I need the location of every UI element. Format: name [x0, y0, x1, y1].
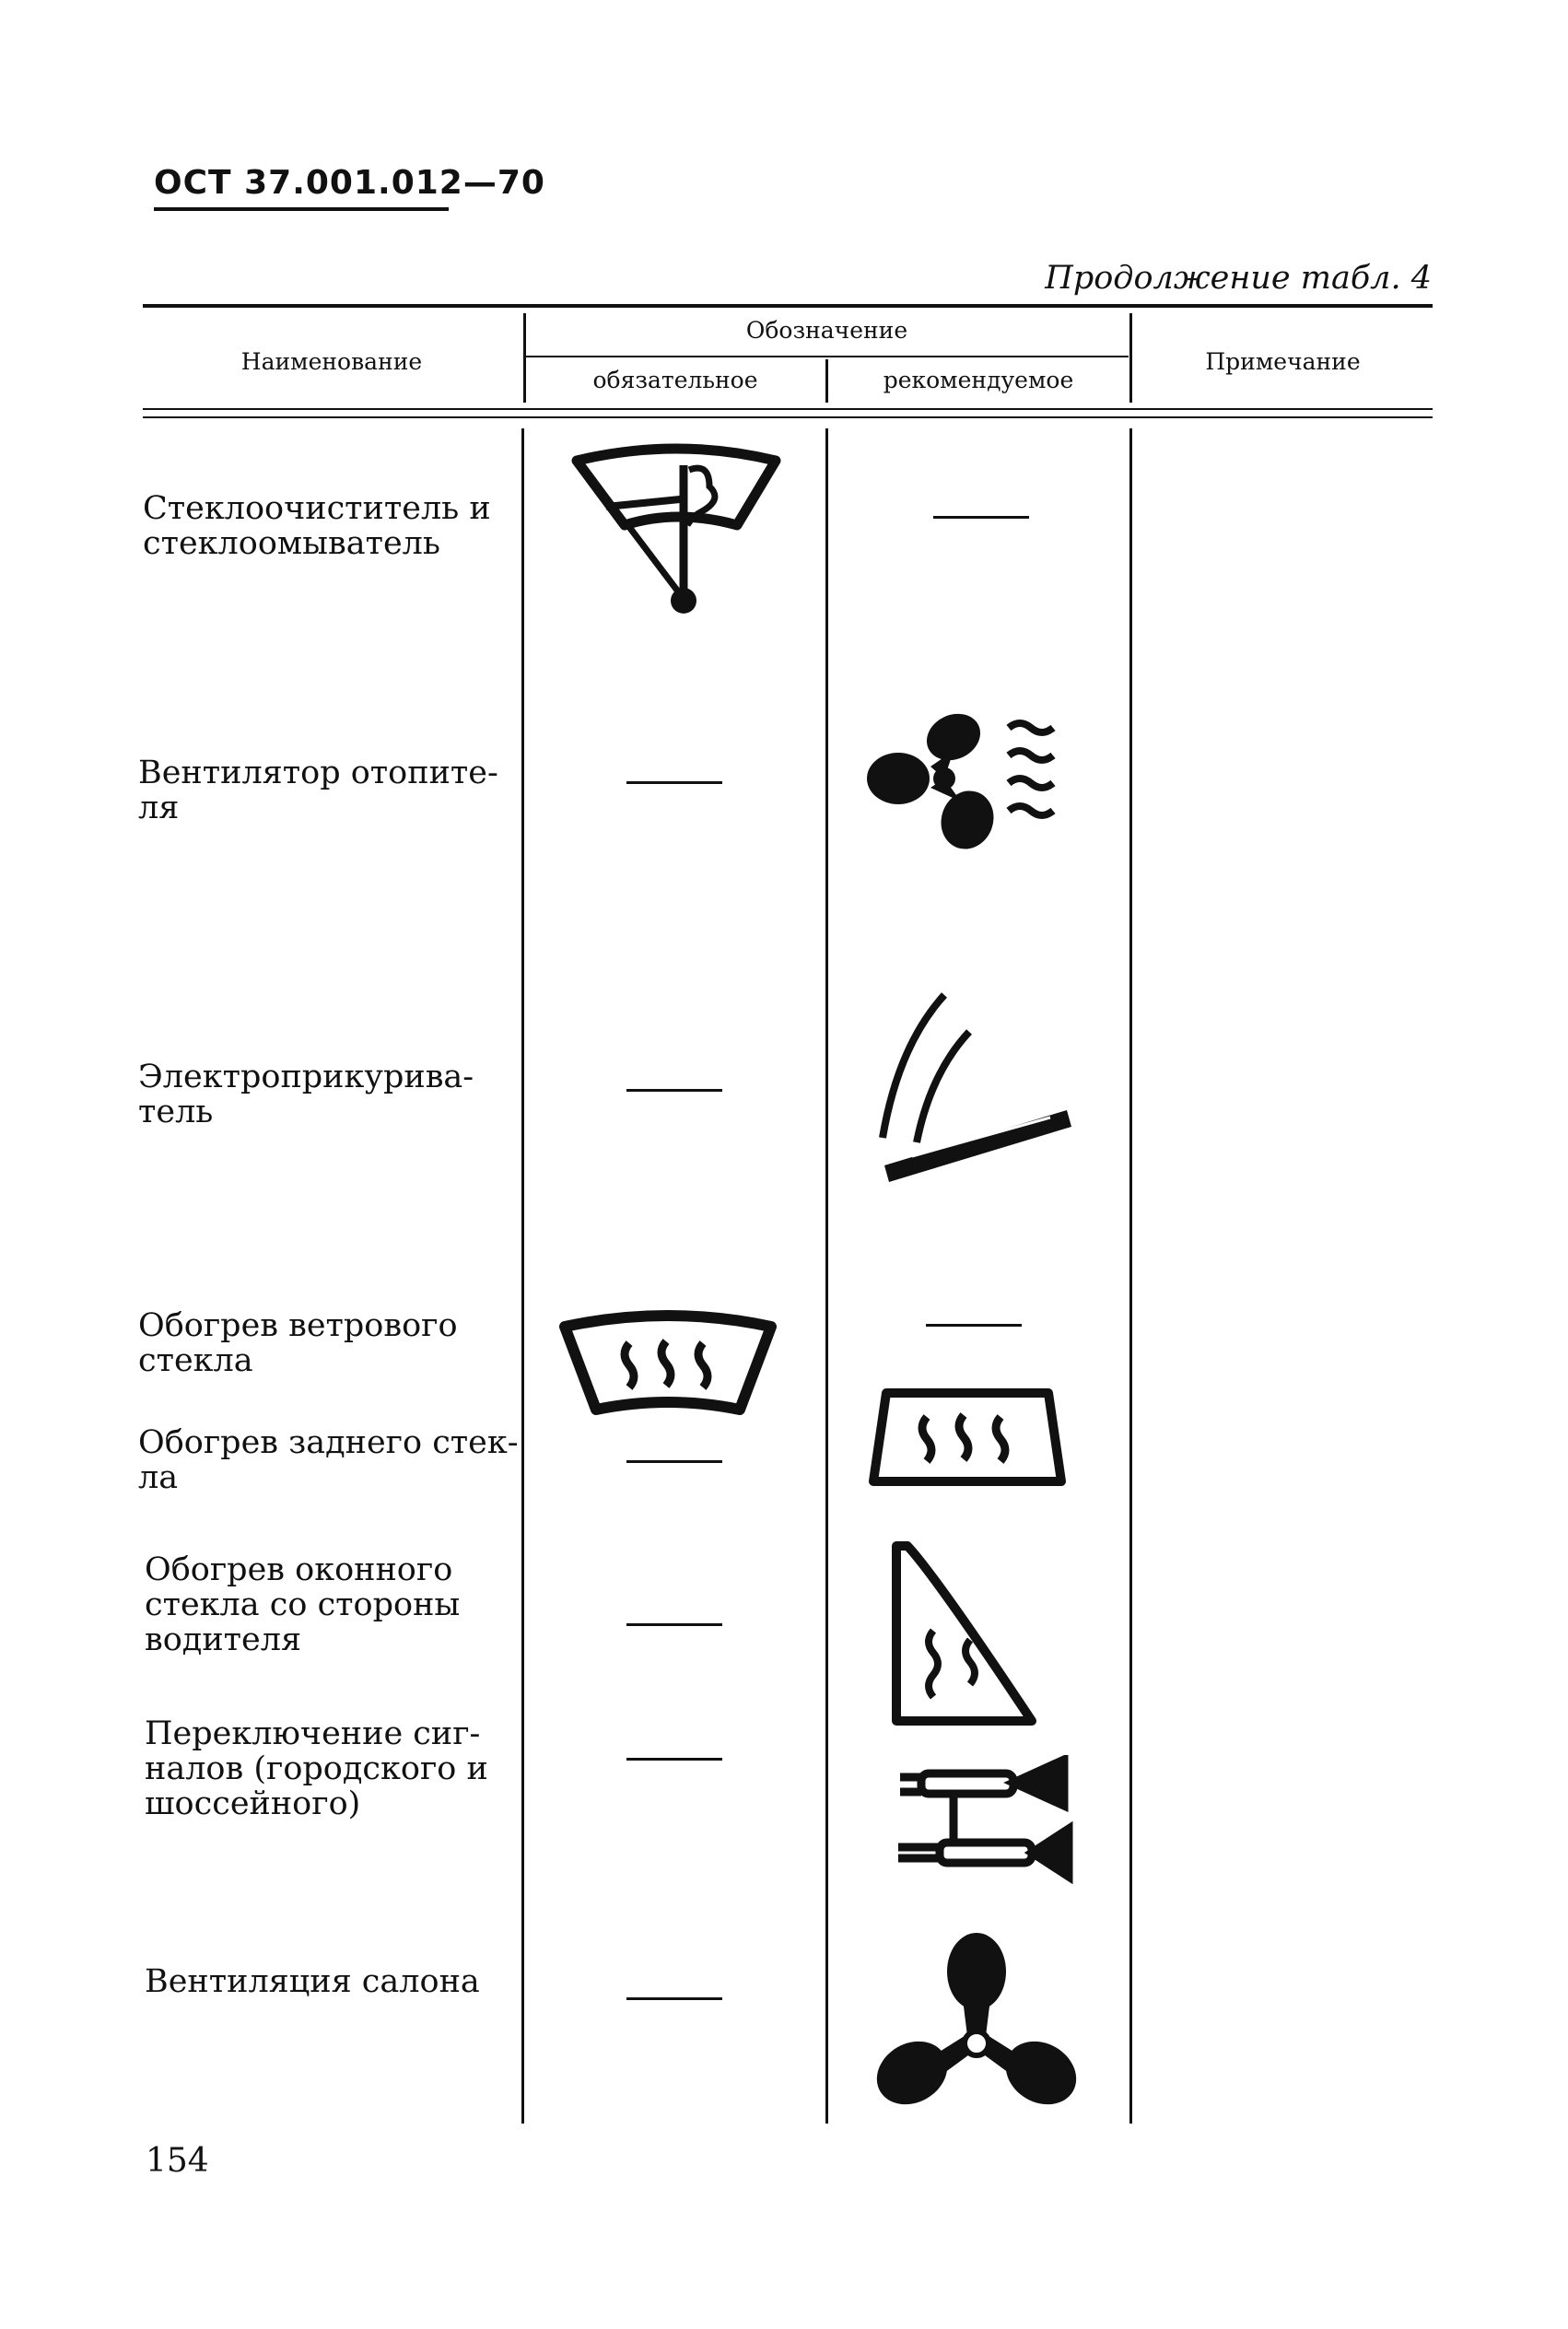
col-header-recommended: рекомендуемое: [883, 367, 1074, 393]
row-mandatory-dash: [626, 1089, 722, 1092]
row-name: Электроприкурива- тель: [138, 1059, 474, 1130]
rear-window-heating-icon: [866, 1382, 1069, 1492]
col-divider-2: [825, 428, 828, 2124]
horn-switch-icon: [889, 1755, 1073, 1884]
row-name: Обогрев оконного стекла со стороны водителя: [145, 1551, 461, 1658]
row-mandatory-dash: [626, 1997, 722, 2000]
col-header-name: Наименование: [240, 348, 423, 375]
row-mandatory-dash: [626, 1460, 722, 1463]
cigarette-lighter-icon: [857, 990, 1078, 1193]
row-mandatory-dash: [626, 1623, 722, 1626]
col-divider-3-header: [1129, 313, 1132, 403]
header-bottom-rule-1: [143, 408, 1433, 410]
table-continuation-caption: Продолжение табл. 4: [1045, 260, 1432, 297]
page-number: 154: [146, 2142, 209, 2180]
row-name: Стеклоочиститель и стеклоомыватель: [143, 490, 491, 562]
col-divider-3: [1129, 428, 1132, 2124]
side-window-heating-icon: [889, 1539, 1046, 1741]
row-name: Вентиляция салона: [145, 1963, 480, 2000]
col-header-mandatory: обязательное: [592, 367, 758, 393]
row-name: Переключение сиг- налов (городского и шоссейного): [145, 1715, 488, 1822]
row-name: Вентилятор отопите- ля: [138, 755, 498, 826]
heater-fan-icon: [861, 700, 1082, 857]
windshield-heating-icon: [557, 1308, 778, 1428]
col-header-designation: Обозначение: [745, 317, 908, 344]
row-recommended-dash: [933, 516, 1029, 519]
row-recommended-dash: [926, 1324, 1022, 1327]
col-header-note: Примечание: [1205, 348, 1361, 375]
header-underline: [154, 207, 449, 211]
row-name: Обогрев ветрового стекла: [138, 1307, 458, 1379]
table-top-rule: [143, 304, 1433, 308]
document-code: ОСТ 37.001.012—70: [154, 164, 545, 202]
header-bottom-rule-2: [143, 416, 1433, 418]
col-divider-1: [521, 428, 524, 2124]
windshield-wiper-icon: [571, 442, 792, 626]
cabin-ventilation-icon: [871, 1925, 1082, 2119]
row-name: Обогрев заднего стек- ла: [138, 1424, 519, 1496]
row-mandatory-dash: [626, 1758, 722, 1761]
row-mandatory-dash: [626, 781, 722, 784]
designation-subrule: [525, 356, 1129, 357]
